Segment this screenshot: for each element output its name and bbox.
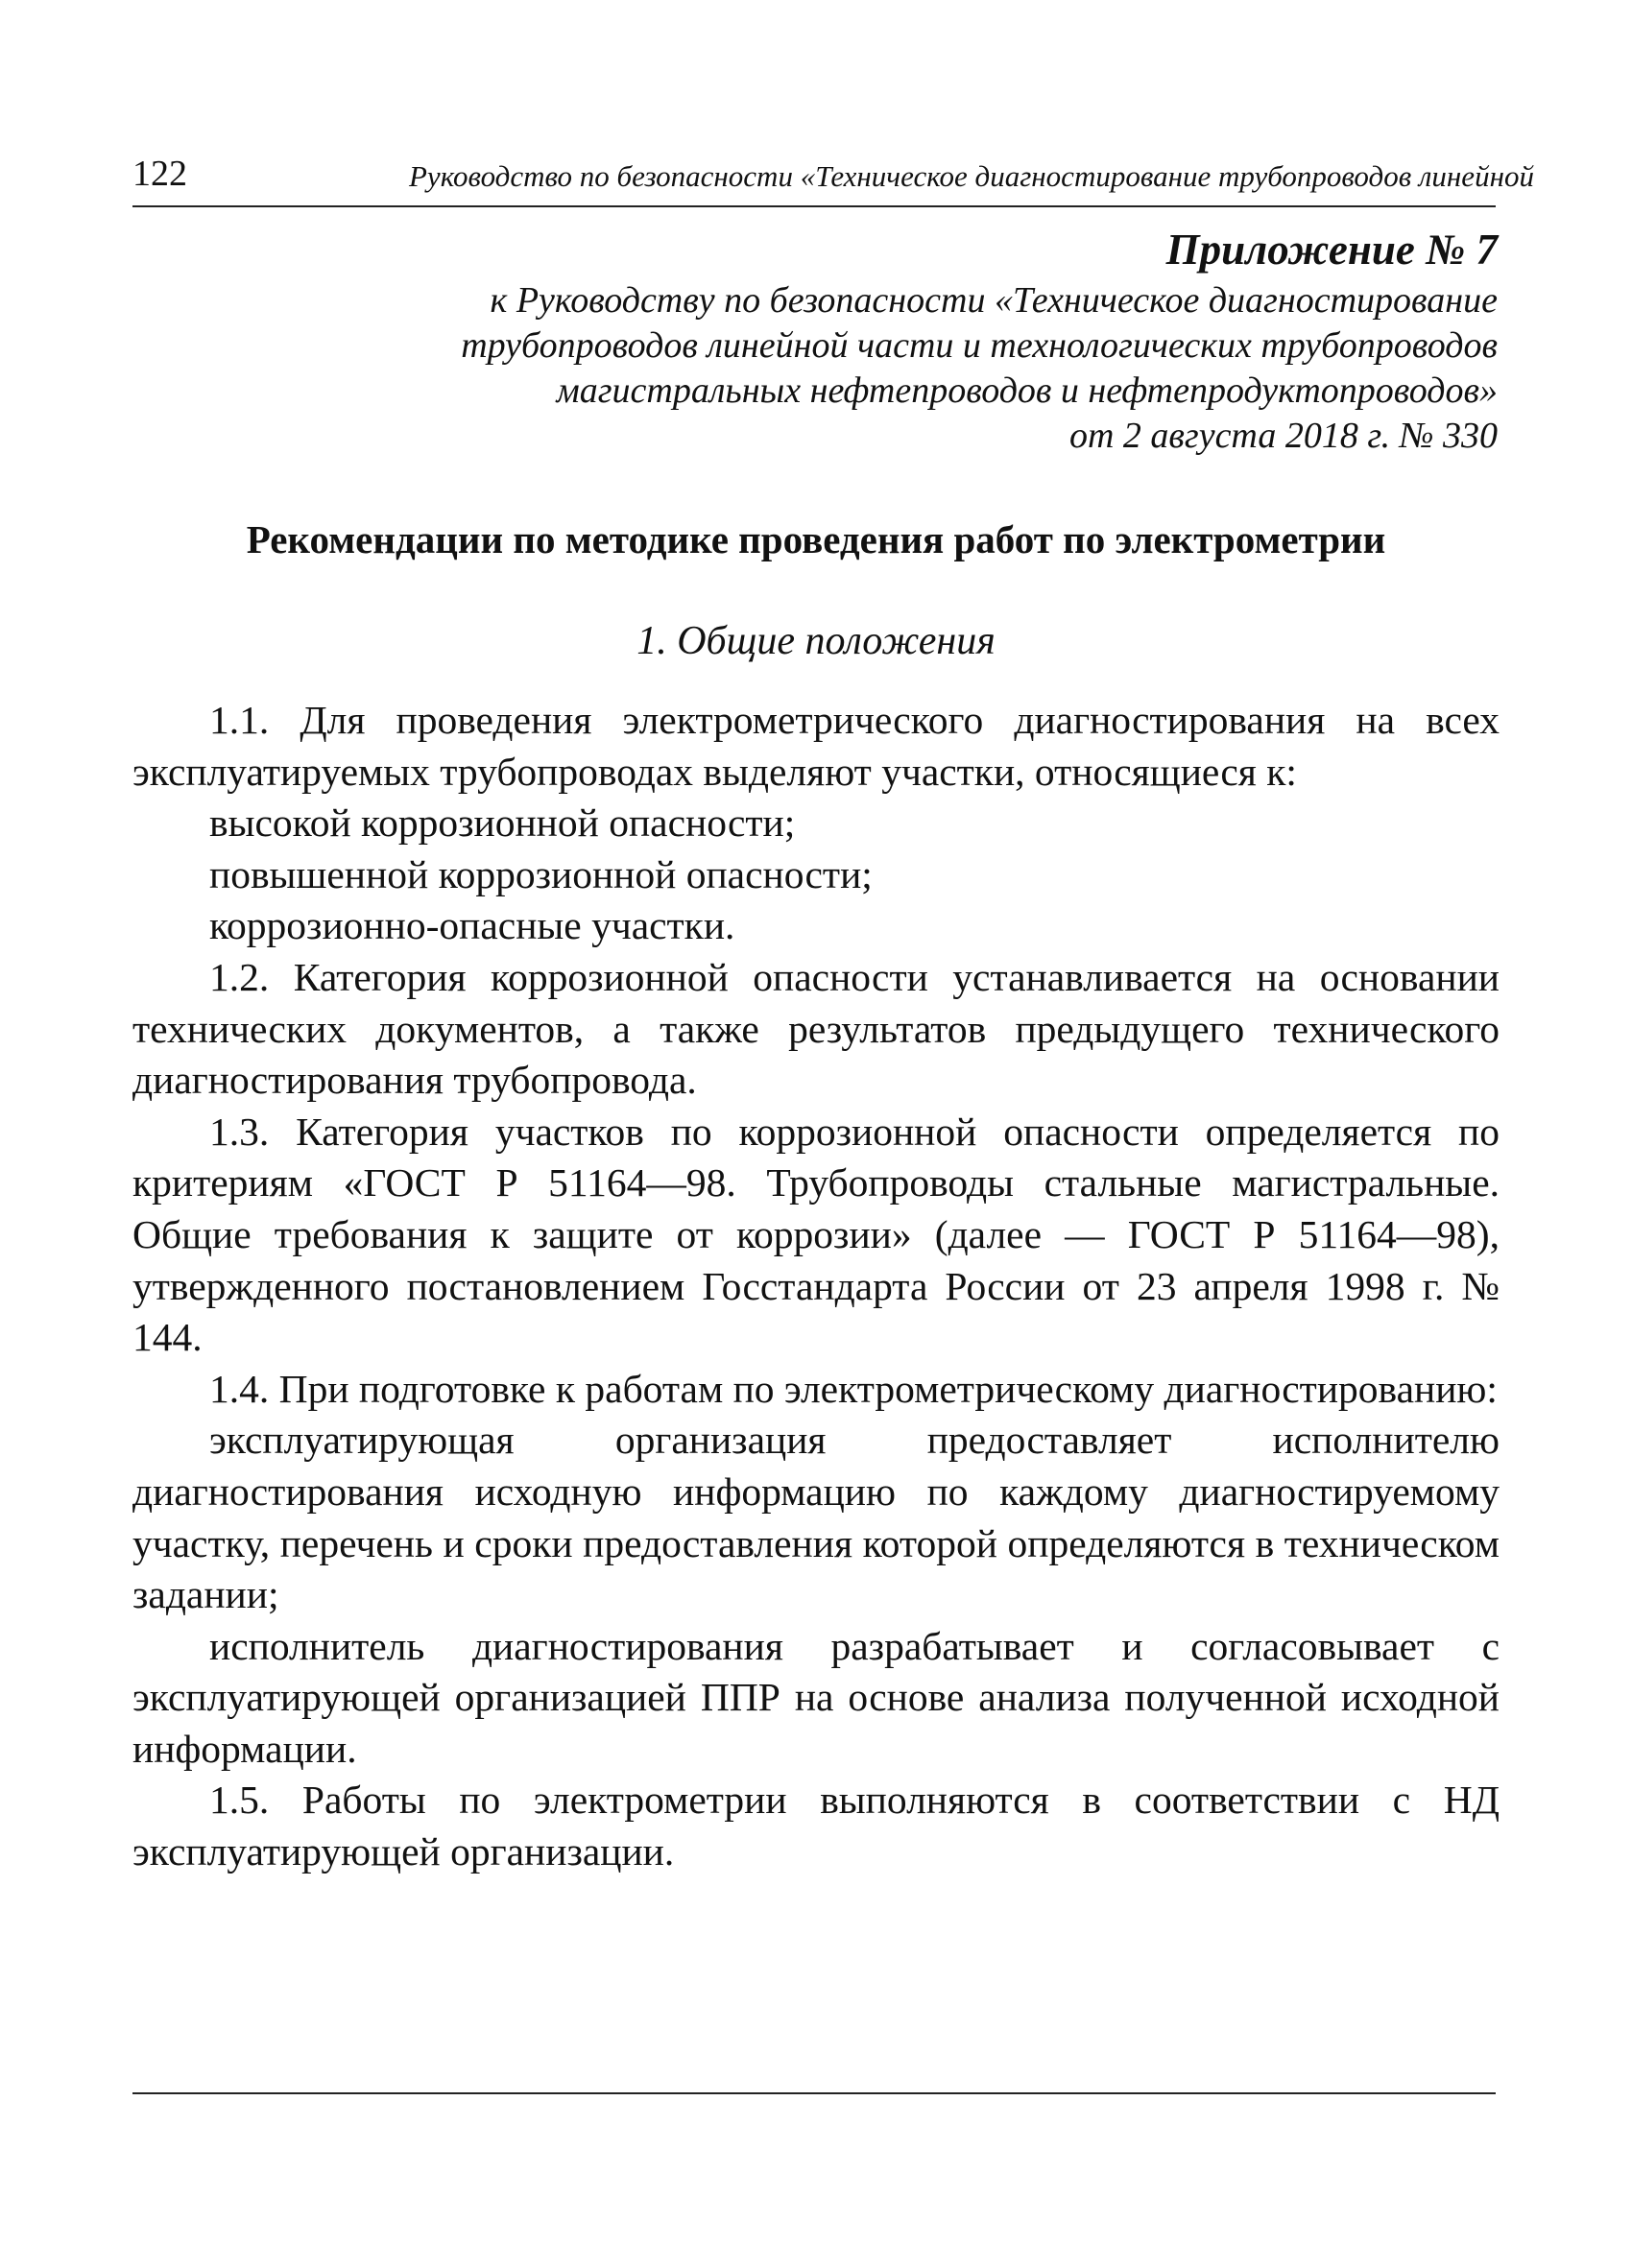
list-item: высокой коррозионной опасности;: [209, 800, 796, 846]
paragraph-item: эксплуатирующая организация предоставляет исполнителю диагностирования исходную информацию по каждому диагностируемому участку, перечень и сроки предоставления которой определяются в техническом задании;: [132, 1418, 1500, 1617]
running-title: Руководство по безопасности «Техническое диагностирование трубопроводов линейной: [409, 159, 1534, 193]
paragraph-1-5: 1.5. Работы по электрометрии выполняются в соответствии с НД эксплуатирующей организации.: [132, 1778, 1500, 1874]
appendix-line: к Руководству по безопасности «Техническое диагностирование: [490, 280, 1498, 321]
running-header: [132, 152, 1534, 207]
list-item: повышенной коррозионной опасности;: [209, 851, 873, 896]
section-title: 1. Общие положения: [636, 619, 996, 663]
footer-divider: [132, 2092, 1496, 2094]
paragraph-item: исполнитель диагностирования разрабатывает и согласовывает с эксплуатирующей организацией ППР на основе анализа полученной исходной информации.: [132, 1623, 1500, 1771]
appendix-line: магистральных нефтепроводов и нефтепродуктопроводов»: [556, 370, 1498, 411]
appendix-block: [250, 221, 1498, 459]
appendix-line: трубопроводов линейной части и технологических трубопроводов: [461, 325, 1498, 366]
page-number: 122: [132, 154, 187, 194]
paragraph-1-3: 1.3. Категория участков по коррозионной опасности определяется по критериям «ГОСТ Р 51164—98. Трубопроводы стальные магистральные. Общие требования к защите от коррозии» (далее — ГОСТ Р 51164—98), утвержденного постановлением Госстандарта России от 23 апреля 1998 г. № 144.: [132, 1109, 1500, 1360]
paragraph-1-1: 1.1. Для проведения электрометрического диагностирования на всех эксплуатируемых трубопроводах выделяют участки, относящиеся к:: [132, 698, 1500, 794]
list-item: коррозионно-опасные участки.: [209, 903, 735, 948]
appendix-line: от 2 августа 2018 г. № 330: [1068, 416, 1498, 456]
paragraph-1-4: 1.4. При подготовке к работам по электрометрическому диагностированию:: [209, 1366, 1498, 1411]
paragraph-1-2: 1.2. Категория коррозионной опасности устанавливается на основании технических документов, а также результатов предыдущего технического диагностирования трубопровода.: [132, 954, 1500, 1103]
appendix-title: Приложение № 7: [1165, 226, 1498, 274]
document-title: Рекомендации по методике проведения работ по электрометрии: [246, 517, 1386, 561]
body-text: [132, 695, 1500, 1878]
